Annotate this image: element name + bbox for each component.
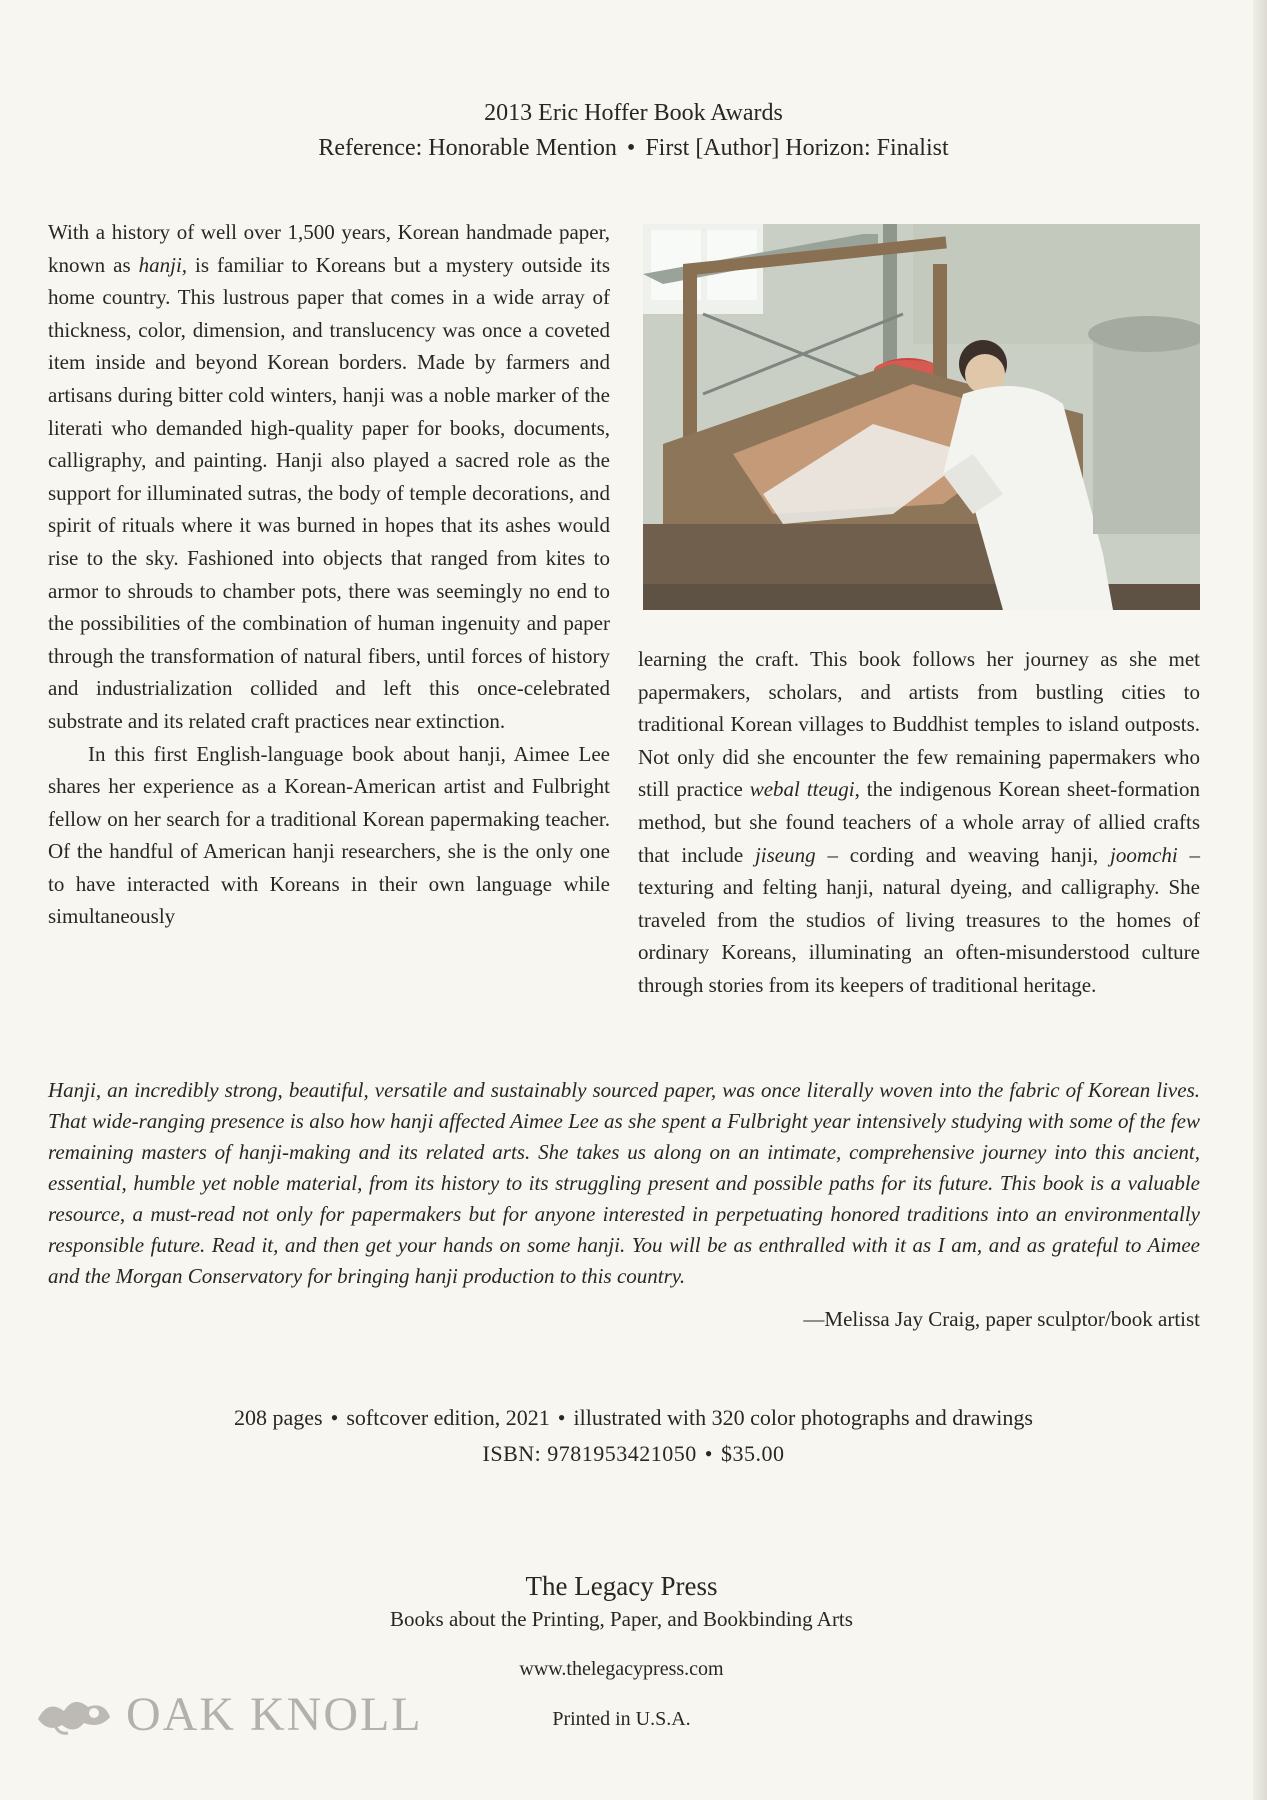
italic-term: webal tteugi (749, 777, 855, 802)
isbn: ISBN: 9781953421050 (482, 1441, 697, 1466)
edition: softcover edition, 2021 (346, 1405, 550, 1430)
publisher-url[interactable]: www.thelegacypress.com (519, 1658, 724, 1680)
details-line-2 (0, 1436, 1267, 1472)
text-run: is familiar to Koreans but a mystery outside its home country. This lustrous paper that comes in a wide array of thickness, color, dimension, and translucency was once a coveted item inside and beyond Korean borders. Made by farmers and artisans during bitter cold winters, hanji was a noble marker of the literati who demanded high-quality paper for books, documents, calligraphy, and painting. Hanji also played a sacred role as the support for illuminated sutras, the body of temple decorations, and spirit of rituals where it was burned in hopes that its ashes would rise to the sky. Fashioned into objects that ranged from kites to armor to shrouds to chamber pots, there was seemingly no end to the possibilities of the combination of human ingenuity and paper through the transformation of natural fibers, until forces of history and industrialization collided and left this once-celebrated substrate and its related craft practices near extinction. (48, 252, 610, 733)
page-edge (1253, 0, 1267, 1800)
bullet-separator: • (626, 135, 636, 161)
bullet-separator: • (330, 1405, 339, 1430)
publisher-tagline: Books about the Printing, Paper, and Bookbinding Arts (390, 1607, 853, 1631)
details-line-1 (0, 1400, 1267, 1436)
watermark-text: OAK KNOLL (126, 1687, 423, 1741)
italic-term: joomchi (1110, 842, 1178, 867)
italic-term: jiseung (754, 842, 816, 867)
photo-illustration (643, 224, 1200, 610)
text-run: learning the craft. This book follows her journey as she met papermakers, scholars, and artists from bustling cities to traditional Korean villages to Buddhist temples to island outposts. Not only did she encounter the few remaining papermakers who still practice (638, 647, 1200, 802)
author-paragraph: In this first English-language book about hanji, Aimee Lee shares her experience as a Korean-American artist and Fulbright fellow on her search for a traditional Korean papermaking teacher. Of the handful of American hanji researchers, she is the only one to have interacted with Koreans in their own language while simultaneously (48, 741, 610, 929)
awards-title: 2013 Eric Hoffer Book Awards (484, 100, 783, 126)
text-run: With a history of well over 1,500 years, Korean handmade paper, known as (48, 220, 610, 277)
illustrations: illustrated with 320 color photographs and drawings (573, 1405, 1033, 1430)
bullet-separator: • (704, 1441, 713, 1466)
intro-paragraph (48, 216, 610, 738)
journey-paragraph (638, 643, 1200, 1002)
award-finalist: First [Author] Horizon: Finalist (645, 135, 949, 161)
papermaking-photo (643, 224, 1200, 610)
text-run: – texturing and felting hanji, natural dyeing, and calligraphy. She traveled from the studios of living treasures to the homes of ordinary Koreans, illuminating an often-misunderstood culture through stories from its keepers of traditional heritage. (638, 842, 1200, 997)
body-column-right (638, 643, 1200, 1002)
publisher-name: The Legacy Press (525, 1571, 718, 1601)
page-count: 208 pages (234, 1405, 323, 1430)
price: $35.00 (720, 1441, 785, 1466)
book-details (0, 1400, 1267, 1472)
review-quote (48, 1075, 1200, 1292)
quote-text: Hanji, an incredibly strong, beautiful, versatile and sustainably sourced paper, was once literally woven into the fabric of Korean lives. That wide-ranging presence is also how hanji affected Aimee Lee as she spent a Fulbright year intensively studying with some of the few remaining masters of hanji-making and its related arts. She takes us along on an intimate, comprehensive journey into this ancient, essential, humble yet noble material, from its history to its struggling present and possible paths for its future. This book is a valuable resource, a must-read not only for papermakers but for anyone interested in perpetuating honored traditions into an environmentally responsible future. Read it, and then get your hands on some hanji. You will be as enthralled with it as I am, and as grateful to Aimee and the Morgan Conservatory for bringing hanji production to this country. (48, 1078, 1200, 1288)
body-column-left (48, 216, 610, 933)
bullet-separator: • (557, 1405, 566, 1430)
oak-knoll-watermark (34, 1684, 423, 1744)
text-run: – cording and weaving hanji, (815, 842, 1110, 867)
printed-in: Printed in U.S.A. (552, 1708, 691, 1730)
awards-honors (0, 131, 1267, 166)
awards-block (0, 96, 1267, 166)
quote-attribution: —Melissa Jay Craig, paper sculptor/book artist (803, 1307, 1200, 1331)
text-run: , the indigenous Korean sheet-formation method, but she found teachers of a whole array of allied crafts that include (638, 777, 1200, 867)
oak-knoll-logo-icon (34, 1689, 114, 1739)
award-honorable-mention: Reference: Honorable Mention (318, 135, 617, 161)
italic-term: hanji, (138, 252, 188, 277)
